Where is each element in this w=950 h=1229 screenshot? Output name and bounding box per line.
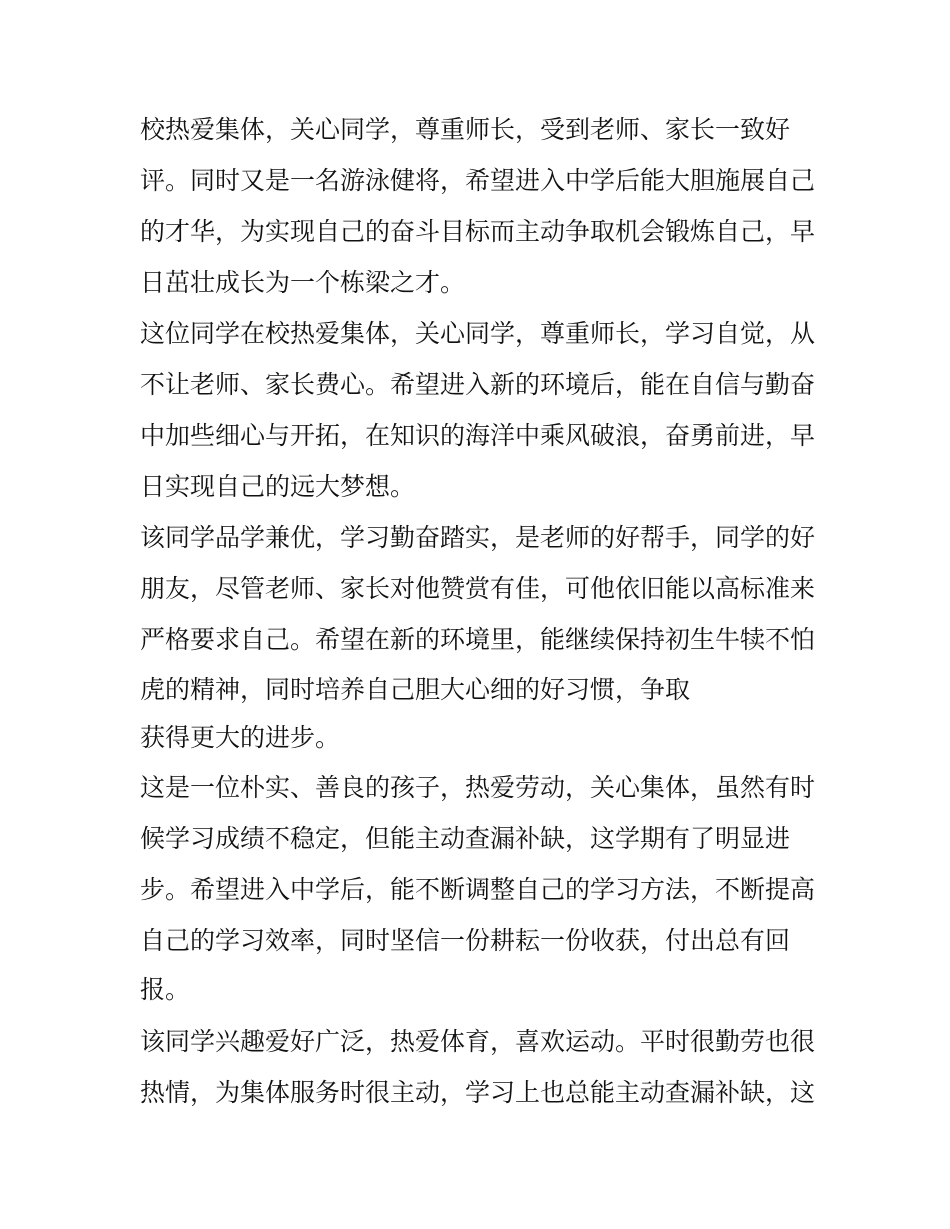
text-line: 校热爱集体，关心同学，尊重师长，受到老师、家长一致好 [140,115,791,144]
text-line: 候学习成绩不稳定，但能主动查漏补缺，这学期有了明显进 [140,824,791,853]
text-line: 不让老师、家长费心。希望进入新的环境后，能在自信与勤奋 [140,370,816,399]
text-line: 这是一位朴实、善良的孩子，热爱劳动，关心集体，虽然有时 [140,773,816,802]
text-line: 虎的精神，同时培养自己胆大心细的好习惯，争取 [140,675,691,704]
text-line: 日茁壮成长为一个栋梁之才。 [140,268,466,297]
text-line: 步。希望进入中学后，能不断调整自己的学习方法，不断提高 [140,875,816,904]
text-line: 报。 [140,975,191,1004]
text-line: 获得更大的进步。 [140,723,341,752]
text-line: 朋友，尽管老师、家长对他赞赏有佳，可他依旧能以高标准来 [140,574,816,603]
text-line: 自己的学习效率，同时坚信一份耕耘一份收获，付出总有回 [140,926,791,955]
text-line: 该同学兴趣爱好广泛，热爱体育，喜欢运动。平时很勤劳也很 [140,1027,816,1056]
text-line: 评。同时又是一名游泳健将，希望进入中学后能大胆施展自己 [140,166,816,195]
text-line: 这位同学在校热爱集体，关心同学，尊重师长，学习自觉，从 [140,319,816,348]
text-line: 严格要求自己。希望在新的环境里，能继续保持初生牛犊不怕 [140,625,816,654]
text-line: 该同学品学兼优，学习勤奋踏实，是老师的好帮手，同学的好 [140,523,816,552]
text-line: 日实现自己的远大梦想。 [140,472,416,501]
text-line: 中加些细心与开拓，在知识的海洋中乘风破浪，奋勇前进，早 [140,421,816,450]
text-line: 热情，为集体服务时很主动，学习上也总能主动查漏补缺，这 [140,1078,816,1107]
text-line: 的才华，为实现自己的奋斗目标而主动争取机会锻炼自己，早 [140,217,816,246]
